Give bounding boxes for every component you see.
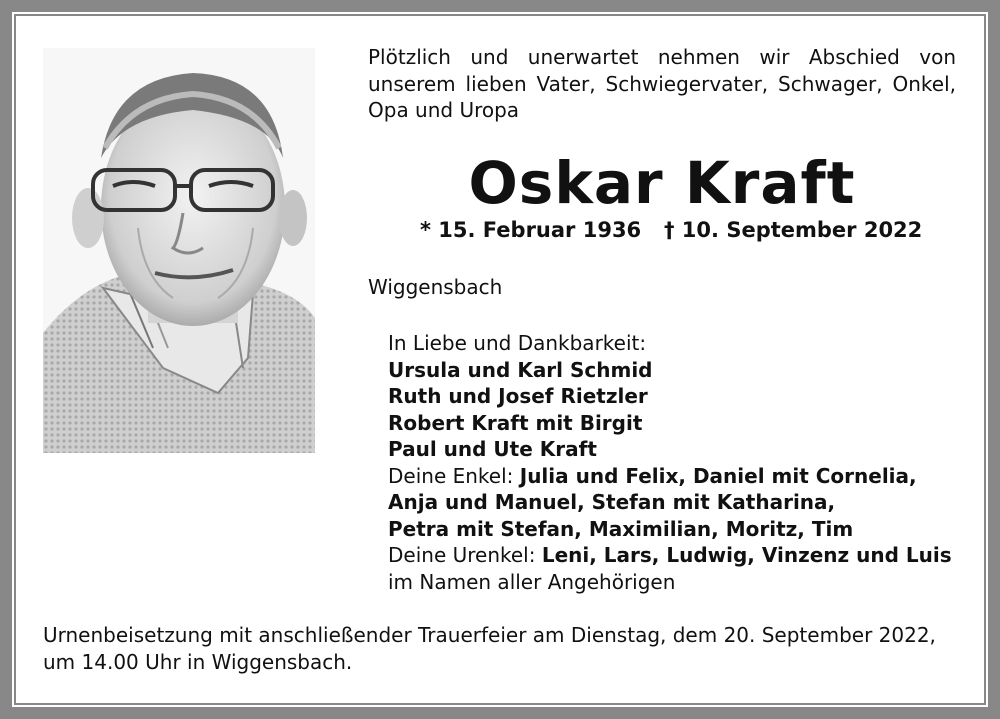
- great-grandchildren-names: Leni, Lars, Ludwig, Vinzenz und Luis: [541, 543, 952, 567]
- grandchildren-names: Julia und Felix, Daniel mit Cornelia,: [519, 463, 917, 488]
- residence-place: Wiggensbach: [368, 275, 503, 299]
- intro-line-3: Opa und Uropa: [368, 98, 520, 122]
- mourner-family: Ruth und Josef Rietzler: [388, 384, 648, 408]
- intro-text: [368, 44, 956, 124]
- mourner-family: Robert Kraft mit Birgit: [388, 410, 643, 435]
- funeral-line-1: Urnenbeisetzung mit anschließender Trauerfeier am Dienstag, dem 20. September 2022,: [43, 623, 936, 647]
- portrait-photo: [43, 48, 315, 453]
- funeral-notice: [43, 622, 963, 676]
- grandchildren-line-3: Petra mit Stefan, Maximilian, Moritz, Tim: [388, 516, 854, 541]
- great-grandchildren-line: [388, 542, 968, 569]
- mourner-family: Paul und Ute Kraft: [388, 437, 597, 461]
- mourner-family: Ursula und Karl Schmid: [388, 357, 653, 382]
- birth-date: * 15. Februar 1936: [420, 218, 642, 242]
- great-grandchildren-label: Deine Urenkel:: [388, 543, 542, 567]
- mourners-closing: im Namen aller Angehörigen: [388, 569, 676, 594]
- deceased-name: Oskar Kraft: [468, 149, 856, 217]
- grandchildren-line-1: [388, 463, 968, 490]
- mourners-list: [388, 330, 968, 595]
- funeral-line-2: um 14.00 Uhr in Wiggensbach.: [43, 650, 353, 674]
- intro-line-1: Plötzlich und unerwartet nehmen wir Abschied von: [368, 45, 956, 69]
- mourners-heading: In Liebe und Dankbarkeit:: [388, 331, 647, 355]
- grandchildren-label: Deine Enkel:: [388, 463, 520, 488]
- intro-line-2: unserem lieben Vater, Schwiegervater, Schwager, Onkel,: [368, 71, 956, 96]
- grandchildren-line-2: Anja und Manuel, Stefan mit Katharina,: [388, 490, 836, 514]
- death-date: † 10. September 2022: [664, 218, 923, 242]
